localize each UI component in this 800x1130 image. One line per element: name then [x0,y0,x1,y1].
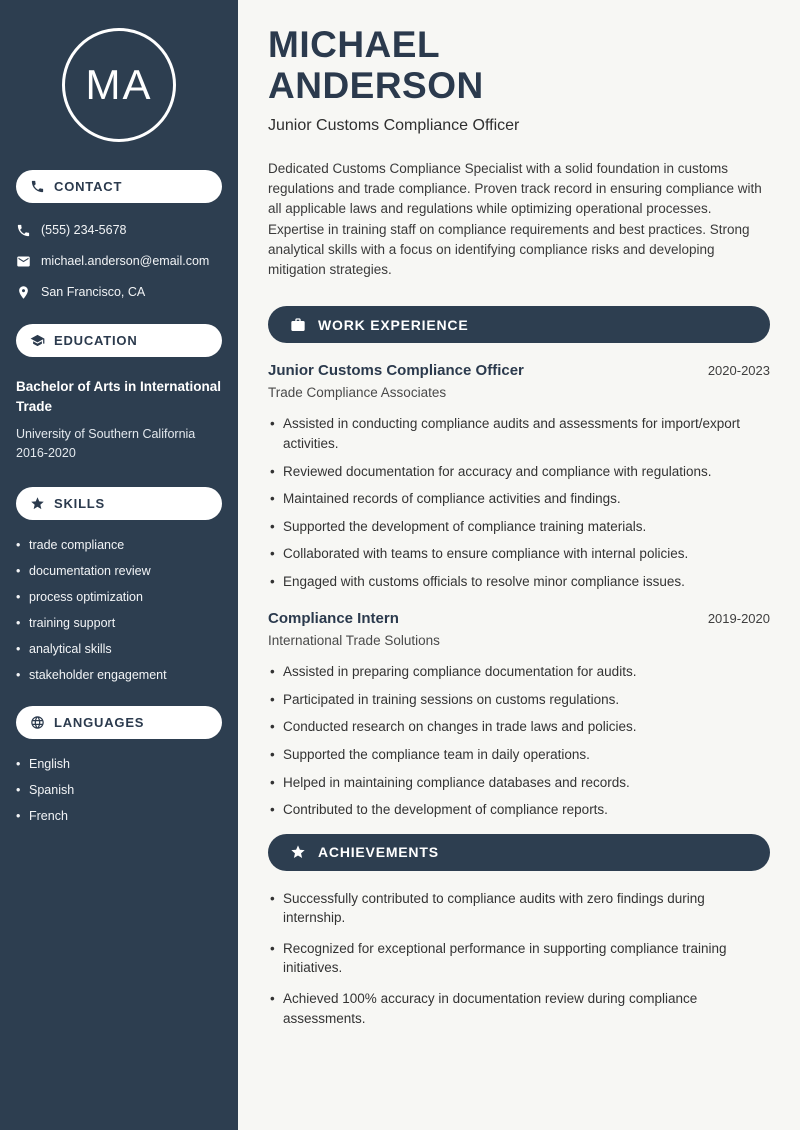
star-icon [290,844,306,860]
achievements-list [268,889,770,1028]
list-item: • French [16,809,222,823]
phone-number: (555) 234-5678 [41,223,127,237]
list-item: • documentation review [16,564,222,578]
contact-location [16,285,222,300]
job-dates: 2019-2020 [707,611,770,627]
job-entry [268,362,770,591]
list-item: • Achieved 100% accuracy in documentation review during compliance assessments. [268,989,770,1028]
headline-job-title: Junior Customs Compliance Officer [268,116,520,134]
list-item: • Maintained records of compliance activities and findings. [268,489,770,509]
list-item: • Supported the compliance team in daily operations. [268,745,770,765]
skills-section-header [16,487,222,520]
list-item: • English [16,757,222,771]
education-section-header [16,324,222,357]
email-icon [16,254,31,269]
list-item: • Engaged with customs officials to resolve minor compliance issues. [268,572,770,592]
list-item: • Spanish [16,783,222,797]
list-item: • process optimization [16,590,222,604]
phone-icon [16,223,31,238]
job-entry [268,610,770,819]
list-item: • Collaborated with teams to ensure compliance with internal policies. [268,544,770,564]
avatar [62,28,176,142]
job-header [268,362,770,379]
job-bullet-list [268,414,770,591]
job-company: International Trade Solutions [268,633,440,649]
education-school: University of Southern California [16,427,196,442]
email-address: michael.anderson@email.com [41,254,210,268]
education-title: EDUCATION [54,333,138,348]
job-company: Trade Compliance Associates [268,385,447,401]
job-header [268,610,770,627]
job-title: Compliance Intern [268,610,399,628]
languages-section-header [16,706,222,739]
star-icon [30,496,45,511]
list-item: • Participated in training sessions on customs regulations. [268,690,770,710]
list-item: • Helped in maintaining compliance databases and records. [268,773,770,793]
briefcase-icon [290,317,306,333]
contact-phone [16,223,222,238]
location-icon [16,285,31,300]
list-item: • Recognized for exceptional performance in supporting compliance training initiatives. [268,939,770,978]
skills-list [16,538,222,682]
work-experience-title: WORK EXPERIENCE [318,316,469,333]
list-item: • Assisted in preparing compliance documentation for audits. [268,662,770,682]
first-name: MICHAEL [268,24,441,65]
education-degree: Bachelor of Arts in International Trade [16,379,222,414]
job-title: Junior Customs Compliance Officer [268,362,524,380]
list-item: • Reviewed documentation for accuracy and compliance with regulations. [268,462,770,482]
graduation-cap-icon [30,333,45,348]
list-item: • stakeholder engagement [16,668,222,682]
contact-section-header [16,170,222,203]
globe-icon [30,715,45,730]
contact-title: CONTACT [54,179,123,194]
last-name: ANDERSON [268,65,484,107]
location-text: San Francisco, CA [41,285,146,299]
skills-title: SKILLS [54,495,106,511]
list-item: • Conducted research on changes in trade laws and policies. [268,717,770,737]
achievements-section-header [268,834,770,871]
list-item: • Successfully contributed to compliance audits with zero findings during internship. [268,889,770,928]
list-item: • analytical skills [16,642,222,656]
languages-title: LANGUAGES [54,714,145,730]
list-item: • Contributed to the development of compliance reports. [268,800,770,820]
phone-icon [30,179,45,194]
achievements-title: ACHIEVEMENTS [318,844,439,861]
languages-list [16,757,222,823]
avatar-initials: MA [85,61,153,108]
contact-email [16,254,222,269]
main-content [238,0,800,1130]
list-item: • Assisted in conducting compliance audits and assessments for import/export activities. [268,414,770,453]
page-title [268,24,770,107]
job-bullet-list [268,662,770,819]
contact-list [16,223,222,300]
job-dates: 2020-2023 [707,363,770,379]
list-item: • trade compliance [16,538,222,552]
list-item: • Supported the development of compliance training materials. [268,517,770,537]
professional-summary: Dedicated Customs Compliance Specialist with a solid foundation in customs regulations and trade compliance. Proven track record in ensuring compliance with all applicable laws and regulations while optimizing operational processes. Expertise in training staff on compliance requirements and best practices. Strong analytical skills with a focus on identifying compliance risks and developing mitigation strategies. [268,160,762,278]
sidebar [0,0,238,1130]
education-years: 2016-2020 [16,445,76,460]
work-experience-section-header [268,306,770,343]
list-item: • training support [16,616,222,630]
